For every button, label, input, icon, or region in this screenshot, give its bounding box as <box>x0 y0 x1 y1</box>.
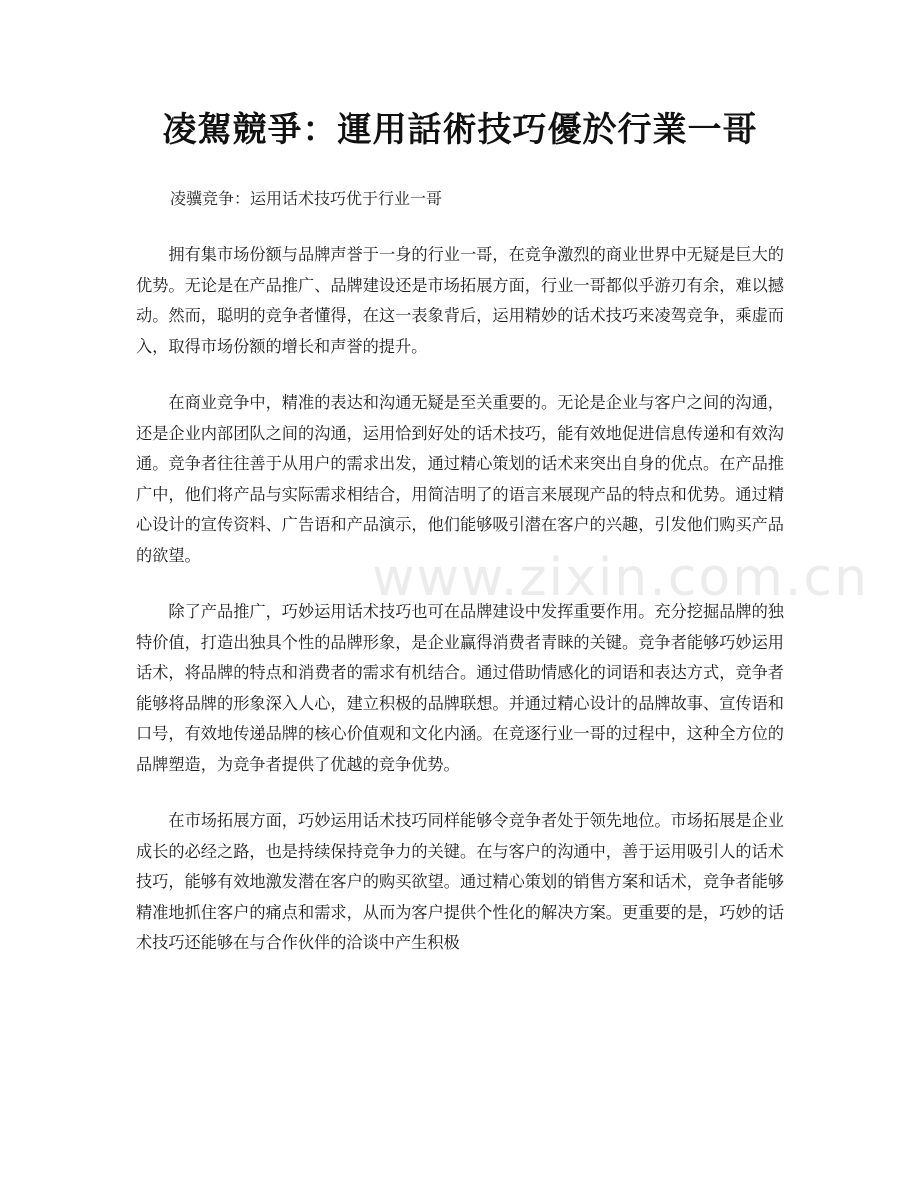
paragraph-3: 除了产品推广，巧妙运用话术技巧也可在品牌建设中发挥重要作用。充分挖掘品牌的独特价值，打造出独具个性的品牌形象，是企业赢得消费者青睐的关键。竞争者能够巧妙运用话术，将品牌的特点和消费者的需求有机结合。通过借助情感化的词语和表达方式，竞争者能够将品牌的形象深入人心，建立积极的品牌联想。并通过精心设计的品牌故事、宣传语和口号，有效地传递品牌的核心价值观和文化内涵。在竞逐行业一哥的过程中，这种全方位的品牌塑造，为竞争者提供了优越的竞争优势。 <box>136 602 784 774</box>
document-body <box>136 184 784 985</box>
watermark: www.zixin.com.cn <box>372 548 869 608</box>
paragraph-1: 拥有集市场份额与品牌声誉于一身的行业一哥，在竞争激烈的商业世界中无疑是巨大的优势。无论是在产品推广、品牌建设还是市场拓展方面，行业一哥都似乎游刃有余，难以撼动。然而，聪明的竞争者懂得，在这一表象背后，运用精妙的话术技巧来凌驾竞争，乘虚而入，取得市场份额的增长和声誉的提升。 <box>136 245 784 356</box>
paragraph-2: 在商业竞争中，精准的表达和沟通无疑是至关重要的。无论是企业与客户之间的沟通，还是企业内部团队之间的沟通，运用恰到好处的话术技巧，能有效地促进信息传递和有效沟通。竞争者往往善于从用户的需求出发，通过精心策划的话术来突出自身的优点。在产品推广中，他们将产品与实际需求相结合，用简洁明了的语言来展现产品的特点和优势。通过精心设计的宣传资料、广告语和产品演示，他们能够吸引潜在客户的兴趣，引发他们购买产品的欲望。 <box>136 393 784 565</box>
document-title: 凌駕競爭：運用話術技巧優於行業一哥 <box>162 110 758 150</box>
paragraph-4: 在市场拓展方面，巧妙运用话术技巧同样能够令竞争者处于领先地位。市场拓展是企业成长的必经之路，也是持续保持竞争力的关键。在与客户的沟通中，善于运用吸引人的话术技巧，能够有效地激发潜在客户的购买欲望。通过精心策划的销售方案和话术，竞争者能够精准地抓住客户的痛点和需求，从而为客户提供个性化的解决方案。更重要的是，巧妙的话术技巧还能够在与合作伙伴的洽谈中产生积极 <box>136 811 784 952</box>
document-subtitle: 凌骥竞争：运用话术技巧优于行业一哥 <box>170 189 443 208</box>
